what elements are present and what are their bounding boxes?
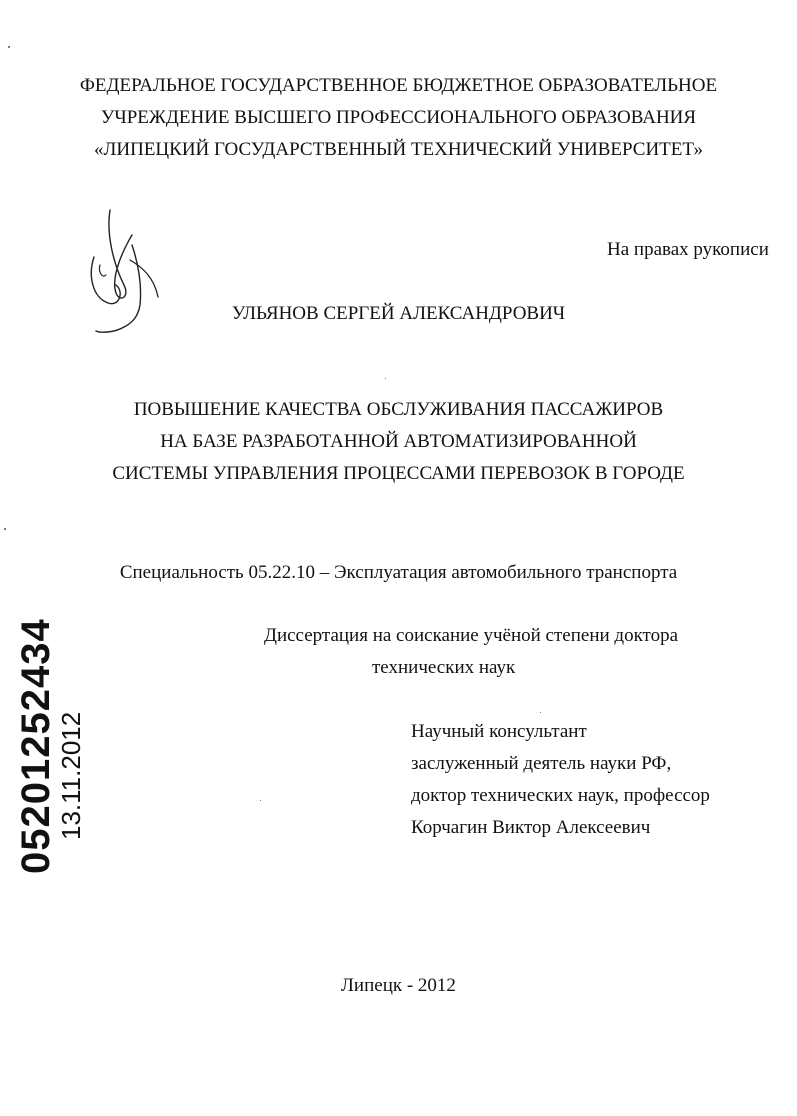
scan-speck — [260, 800, 261, 801]
place-year: Липецк - 2012 — [341, 975, 456, 996]
institution-line-3: «ЛИПЕЦКИЙ ГОСУДАРСТВЕННЫЙ ТЕХНИЧЕСКИЙ УНИВЕРСИТЕТ» — [93, 139, 704, 160]
scan-speck — [540, 712, 541, 713]
title-line-3: СИСТЕМЫ УПРАВЛЕНИЯ ПРОЦЕССАМИ ПЕРЕВОЗОК В ГОРОДЕ — [112, 463, 685, 484]
institution-line-1: ФЕДЕРАЛЬНОЕ ГОСУДАРСТВЕННОЕ БЮДЖЕТНОЕ ОБРАЗОВАТЕЛЬНОЕ — [79, 75, 718, 96]
consultant-line-4: Корчагин Виктор Алексеевич — [411, 817, 651, 838]
scan-speck — [4, 528, 6, 530]
stamp-number: 05201252434 — [14, 618, 58, 874]
degree-line-1: Диссертация на соискание учёной степени доктора — [264, 625, 679, 646]
specialty: Специальность 05.22.10 – Эксплуатация автомобильного транспорта — [119, 562, 678, 583]
title-line-2: НА БАЗЕ РАЗРАБОТАННОЙ АВТОМАТИЗИРОВАННОЙ — [160, 431, 637, 452]
institution-line-2: УЧРЕЖДЕНИЕ ВЫСШЕГО ПРОФЕССИОНАЛЬНОГО ОБРАЗОВАНИЯ — [100, 107, 697, 128]
stamp-date: 13.11.2012 — [56, 711, 86, 840]
degree-line-2: технических наук — [372, 657, 516, 678]
scan-speck — [385, 378, 386, 379]
consultant-line-1: Научный консультант — [411, 721, 587, 742]
consultant-line-2: заслуженный деятель науки РФ, — [411, 753, 672, 774]
author-name: УЛЬЯНОВ СЕРГЕЙ АЛЕКСАНДРОВИЧ — [231, 303, 566, 324]
scan-speck — [8, 46, 10, 48]
consultant-line-3: доктор технических наук, профессор — [411, 785, 710, 806]
manuscript-note: На правах рукописи — [607, 239, 769, 260]
title-line-1: ПОВЫШЕНИЕ КАЧЕСТВА ОБСЛУЖИВАНИЯ ПАССАЖИРОВ — [133, 399, 664, 420]
